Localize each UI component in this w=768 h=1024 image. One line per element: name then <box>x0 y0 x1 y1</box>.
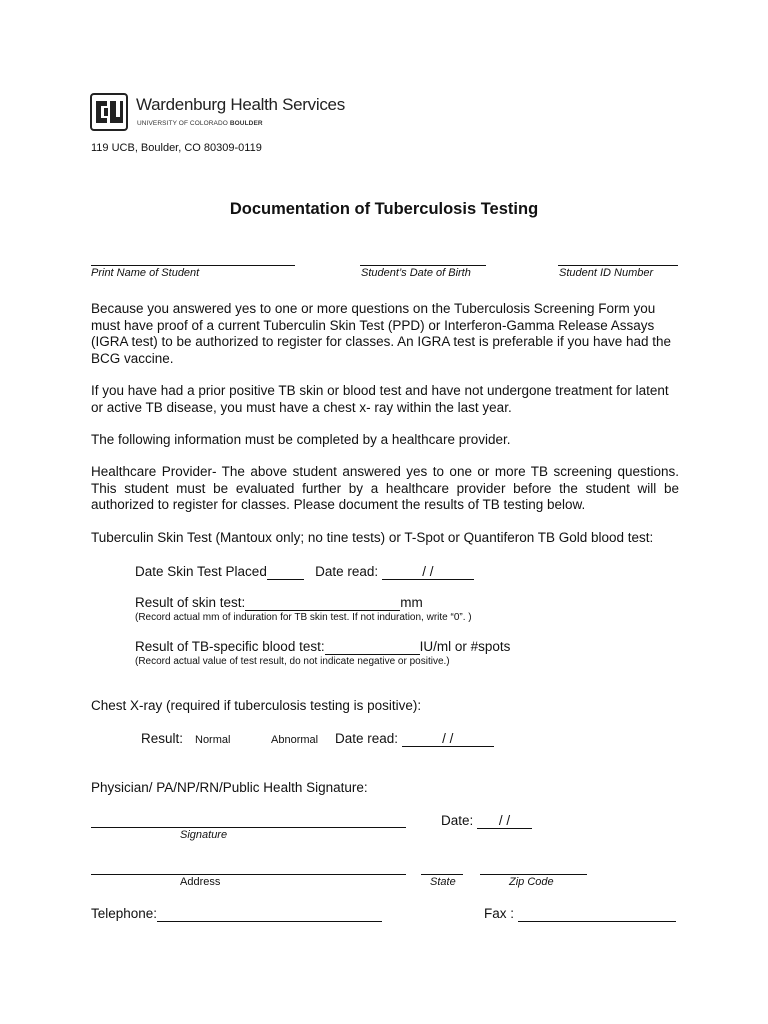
skin-test-result-unit: mm <box>400 595 423 610</box>
chest-xray-date-field[interactable]: / / <box>402 732 494 747</box>
chest-xray-abnormal-option[interactable]: Abnormal <box>271 734 319 746</box>
fax-field[interactable] <box>518 907 676 922</box>
signature-date-row <box>441 813 532 829</box>
state-field[interactable] <box>421 874 463 875</box>
fax-label: Fax : <box>484 906 515 921</box>
student-dob-field[interactable] <box>360 265 486 266</box>
student-id-field[interactable] <box>558 265 678 266</box>
blood-test-result-label: Result of TB-specific blood test: <box>135 639 325 654</box>
paragraph-prior-positive: If you have had a prior positive TB skin or blood test and have not undergone treatment for latent or active TB disease, you must have a chest x- ray within the last year. <box>91 383 669 415</box>
skin-test-date-row <box>135 564 474 580</box>
student-name-field[interactable] <box>91 265 295 266</box>
skin-test-placed-field[interactable] <box>267 565 304 580</box>
signature-caption: Signature <box>180 829 228 841</box>
blood-test-result-row <box>135 639 510 655</box>
chest-xray-result-label: Result: <box>141 731 184 746</box>
skin-test-placed-label: Date Skin Test Placed <box>135 564 267 579</box>
student-name-label: Print Name of Student <box>91 267 200 279</box>
skin-test-read-field[interactable]: / / <box>382 565 474 580</box>
org-subtitle: UNIVERSITY OF COLORADO BOULDER <box>137 120 263 127</box>
skin-test-result-field[interactable] <box>245 596 400 611</box>
university-logo-icon <box>90 93 128 131</box>
skin-test-result-note: (Record actual mm of induration for TB skin test. If not induration, write “0”. ) <box>135 612 472 623</box>
skin-test-read-label: Date read: <box>315 564 379 579</box>
zip-code-caption: Zip Code <box>509 876 554 888</box>
blood-test-result-field[interactable] <box>325 640 420 655</box>
paragraph-provider-instructions: Healthcare Provider- The above student answered yes to one or more TB screening questions. This student must be evaluated further by a healthcare provider before the student will be authorized to register for classes. Please document the results of TB testing below. <box>91 464 679 512</box>
blood-test-result-unit: IU/ml or #spots <box>419 639 511 654</box>
paragraph-provider-note: The following information must be completed by a healthcare provider. <box>91 432 511 447</box>
org-name: Wardenburg Health Services <box>136 95 345 114</box>
org-address: 119 UCB, Boulder, CO 80309-0119 <box>91 142 262 154</box>
state-caption: State <box>430 876 456 888</box>
telephone-label: Telephone: <box>91 906 158 921</box>
signature-field[interactable] <box>91 827 406 828</box>
chest-xray-date-row <box>335 731 494 747</box>
address-caption: Address <box>180 876 221 888</box>
paragraph-requirement: Because you answered yes to one or more questions on the Tuberculosis Screening Form you must have proof of a current Tuberculin Skin Test (PPD) or Interferon-Gamma Release Assays (IGRA test) to be authorized to register for classes. An IGRA test is preferable if you have had the BCG vaccine. <box>91 301 672 366</box>
telephone-field[interactable] <box>157 907 382 922</box>
skin-test-result-label: Result of skin test: <box>135 595 246 610</box>
signature-date-label: Date: <box>441 813 474 828</box>
zip-code-field[interactable] <box>480 874 587 875</box>
skin-test-result-row <box>135 595 423 611</box>
chest-xray-normal-option[interactable]: Normal <box>195 734 231 746</box>
student-id-label: Student ID Number <box>559 267 654 279</box>
address-field[interactable] <box>91 874 406 875</box>
blood-test-result-note: (Record actual value of test result, do not indicate negative or positive.) <box>135 656 450 667</box>
chest-xray-heading: Chest X-ray (required if tuberculosis testing is positive): <box>91 698 422 713</box>
signature-date-field[interactable]: / / <box>477 814 532 829</box>
signature-heading: Physician/ PA/NP/RN/Public Health Signature: <box>91 780 368 795</box>
chest-xray-date-label: Date read: <box>335 731 399 746</box>
student-dob-label: Student’s Date of Birth <box>361 267 471 279</box>
telephone-row <box>91 906 382 922</box>
paragraph-test-types: Tuberculin Skin Test (Mantoux only; no tine tests) or T-Spot or Quantiferon TB Gold blood test: <box>91 530 654 545</box>
page-title: Documentation of Tuberculosis Testing <box>229 200 539 218</box>
fax-row <box>484 906 676 922</box>
